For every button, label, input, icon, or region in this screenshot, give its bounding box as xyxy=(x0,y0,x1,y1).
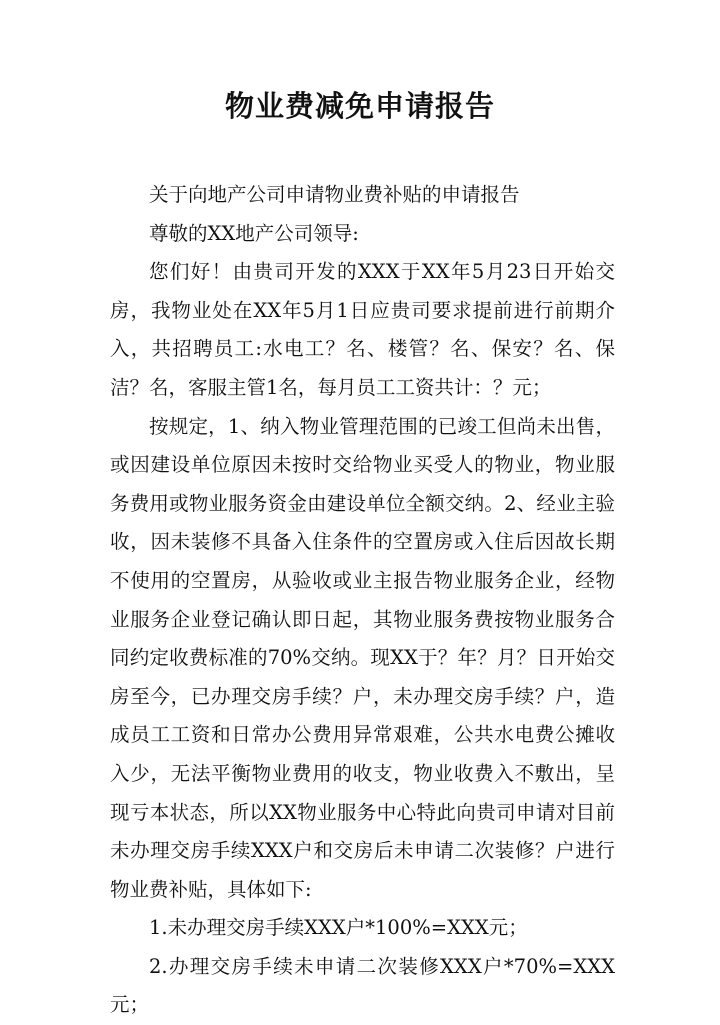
document-body xyxy=(110,176,615,1025)
paragraph-salutation: 尊敬的XX地产公司领导: xyxy=(149,221,359,245)
paragraph-subject: 关于向地产公司申请物业费补贴的申请报告 xyxy=(149,183,520,206)
paragraph-regulations: 按规定，1、纳入物业管理范围的已竣工但尚未出售，或因建设单位原因未按时交给物业买受人的物业，物业服务费用或物业服务资金由建设单位全额交纳。2、经业主验收，因未装修不具备入住条件的空置房或入住后因故长期不使用的空置房，从验收或业主报告物业服务企业，经物业服务企业登记确认即日起，其物业服务费按物业服务合同约定收费标准的70%交纳。现XX于？年？月？日开始交房至今，已办理交房手续？户，未办理交房手续？户，造成员工工资和日常办公费用异常艰难，公共水电费公摊收入少，无法平衡物业费用的收支，物业收费入不敷出，呈现亏本状态，所以XX物业服务中心特此向贵司申请对目前未办理交房手续XXX户和交房后未申请二次装修？户进行物业费补贴，具体如下: xyxy=(110,414,615,901)
document-title: 物业费减免申请报告 xyxy=(224,89,495,123)
list-item-1: 1.未办理交房手续XXX户*100%=XXX元； xyxy=(149,916,528,940)
list-item-2: 2.办理交房手续未申请二次装修XXX户*70%=XXX元； xyxy=(110,954,615,1017)
paragraph-greeting: 您们好！由贵司开发的XXX于XX年5月23日开始交房，我物业处在XX年5月1日应贵司要求提前进行前期介入，共招聘员工:水电工？名、楼管？名、保安？名、保洁？名，客服主管1名，每月员工工资共计：？元； xyxy=(110,260,615,399)
